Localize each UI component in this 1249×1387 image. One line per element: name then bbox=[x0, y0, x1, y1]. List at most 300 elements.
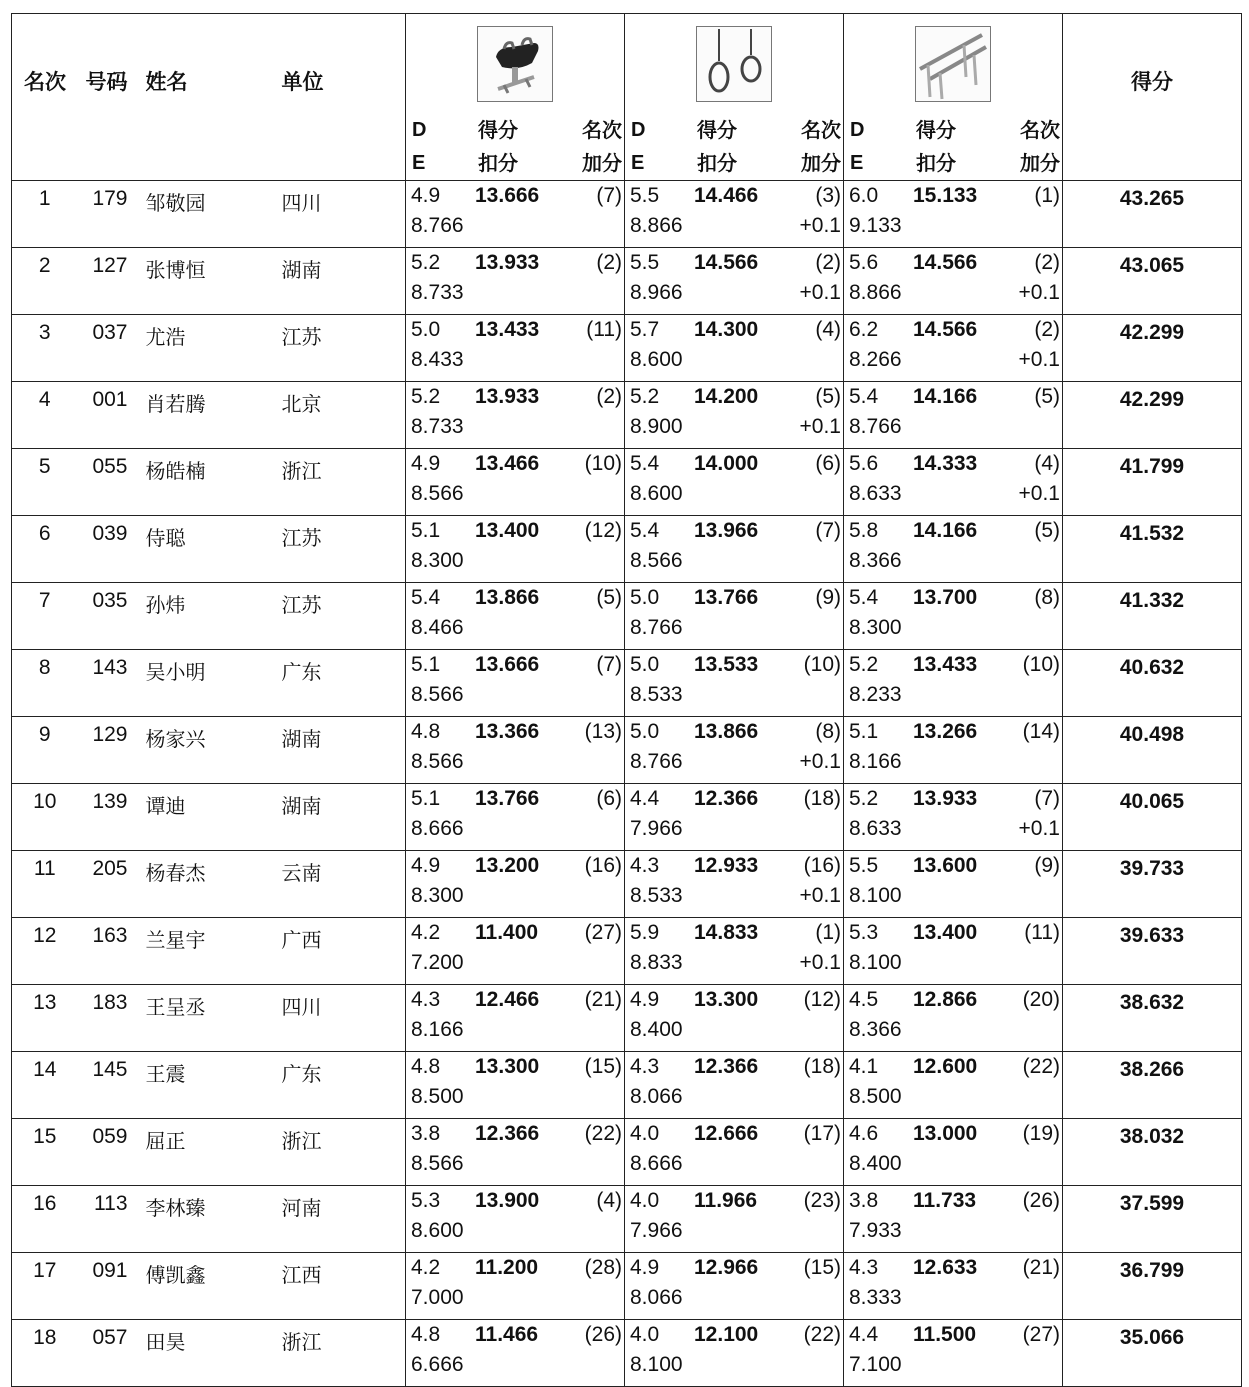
apparatus-3-score-cell bbox=[844, 315, 1063, 382]
e-score: 8.600 bbox=[630, 348, 683, 371]
apparatus-rank: (16) bbox=[584, 854, 622, 877]
d-score: 4.8 bbox=[411, 1055, 441, 1078]
apparatus-3-score-cell bbox=[844, 1186, 1063, 1253]
e-score: 8.766 bbox=[630, 750, 683, 773]
final-score: 13.866 bbox=[475, 586, 540, 609]
apparatus-3-subheader bbox=[844, 114, 1063, 181]
unit-cell: 四川 bbox=[274, 181, 406, 248]
d-score: 5.0 bbox=[630, 586, 660, 609]
apparatus-rank: (6) bbox=[596, 787, 622, 810]
bonus: +0.1 bbox=[799, 951, 841, 974]
rank-cell: 12 bbox=[12, 918, 78, 985]
final-score: 14.300 bbox=[694, 318, 759, 341]
apparatus-rank: (1) bbox=[815, 921, 841, 944]
sub-e-label: E bbox=[850, 152, 864, 174]
e-score: 8.500 bbox=[849, 1085, 902, 1108]
apparatus-2-score-cell bbox=[625, 918, 844, 985]
sub-deduct-label: 扣分 bbox=[916, 151, 956, 175]
final-score: 15.133 bbox=[913, 184, 978, 207]
d-score: 5.3 bbox=[849, 921, 879, 944]
d-score: 5.0 bbox=[411, 318, 441, 341]
bib-cell: 055 bbox=[78, 449, 140, 516]
d-score: 4.9 bbox=[411, 184, 441, 207]
rank-cell: 11 bbox=[12, 851, 78, 918]
final-score: 14.833 bbox=[694, 921, 759, 944]
e-score: 7.000 bbox=[411, 1286, 464, 1309]
apparatus-2-header bbox=[625, 14, 844, 115]
bonus: +0.1 bbox=[799, 281, 841, 304]
apparatus-2-score-cell bbox=[625, 784, 844, 851]
d-score: 5.2 bbox=[849, 653, 879, 676]
final-score: 13.366 bbox=[475, 720, 540, 743]
table-row bbox=[12, 248, 1242, 315]
bonus: +0.1 bbox=[1018, 348, 1060, 371]
apparatus-rank: (6) bbox=[815, 452, 841, 475]
apparatus-2-score-cell bbox=[625, 1253, 844, 1320]
final-score: 13.000 bbox=[913, 1122, 978, 1145]
bonus: +0.1 bbox=[799, 884, 841, 907]
rank-cell: 18 bbox=[12, 1320, 78, 1387]
unit-cell: 湖南 bbox=[274, 784, 406, 851]
e-score: 8.566 bbox=[630, 549, 683, 572]
final-score: 12.366 bbox=[475, 1122, 540, 1145]
e-score: 8.466 bbox=[411, 616, 464, 639]
e-score: 8.066 bbox=[630, 1085, 683, 1108]
total-score-cell: 40.498 bbox=[1063, 717, 1242, 784]
apparatus-rank: (22) bbox=[1022, 1055, 1060, 1078]
e-score: 8.366 bbox=[849, 1018, 902, 1041]
apparatus-3-score-cell bbox=[844, 583, 1063, 650]
rank-cell: 9 bbox=[12, 717, 78, 784]
d-score: 5.1 bbox=[411, 653, 441, 676]
apparatus-rank: (2) bbox=[596, 385, 622, 408]
table-row bbox=[12, 918, 1242, 985]
apparatus-3-score-cell bbox=[844, 181, 1063, 248]
header-rank: 名次 bbox=[24, 69, 66, 94]
d-score: 5.6 bbox=[849, 251, 879, 274]
final-score: 14.166 bbox=[913, 519, 978, 542]
table-row bbox=[12, 1253, 1242, 1320]
final-score: 13.666 bbox=[475, 184, 540, 207]
final-score: 13.600 bbox=[913, 854, 978, 877]
d-score: 4.0 bbox=[630, 1122, 660, 1145]
rank-cell: 6 bbox=[12, 516, 78, 583]
final-score: 13.866 bbox=[694, 720, 759, 743]
final-score: 13.933 bbox=[475, 385, 540, 408]
sub-rank-label: 名次 bbox=[582, 118, 622, 142]
parallel-bars-icon bbox=[915, 26, 991, 102]
total-score-cell: 43.265 bbox=[1063, 181, 1242, 248]
total-score-cell: 37.599 bbox=[1063, 1186, 1242, 1253]
apparatus-rank: (2) bbox=[815, 251, 841, 274]
d-score: 5.1 bbox=[849, 720, 879, 743]
sub-score-label: 得分 bbox=[916, 118, 956, 142]
apparatus-2-score-cell bbox=[625, 248, 844, 315]
athlete-name-cell: 尤浩 bbox=[140, 315, 274, 382]
apparatus-rank: (9) bbox=[1034, 854, 1060, 877]
apparatus-3-score-cell bbox=[844, 717, 1063, 784]
header-total: 得分 bbox=[1063, 14, 1242, 181]
bib-cell: 127 bbox=[78, 248, 140, 315]
d-score: 5.8 bbox=[849, 519, 879, 542]
athlete-name-cell: 傅凯鑫 bbox=[140, 1253, 274, 1320]
d-score: 4.1 bbox=[849, 1055, 879, 1078]
apparatus-rank: (7) bbox=[815, 519, 841, 542]
apparatus-3-score-cell bbox=[844, 382, 1063, 449]
e-score: 8.533 bbox=[630, 683, 683, 706]
rank-cell: 4 bbox=[12, 382, 78, 449]
total-score-cell: 41.332 bbox=[1063, 583, 1242, 650]
d-score: 5.5 bbox=[849, 854, 879, 877]
sub-deduct-label: 扣分 bbox=[478, 151, 518, 175]
sub-d-label: D bbox=[850, 119, 865, 141]
sub-deduct-label: 扣分 bbox=[697, 151, 737, 175]
e-score: 8.733 bbox=[411, 415, 464, 438]
d-score: 4.3 bbox=[411, 988, 441, 1011]
d-score: 3.8 bbox=[411, 1122, 441, 1145]
d-score: 4.0 bbox=[630, 1189, 660, 1212]
apparatus-1-score-cell bbox=[406, 918, 625, 985]
e-score: 8.733 bbox=[411, 281, 464, 304]
bib-cell: 163 bbox=[78, 918, 140, 985]
rank-cell: 15 bbox=[12, 1119, 78, 1186]
apparatus-rank: (22) bbox=[584, 1122, 622, 1145]
athlete-name-cell: 侍聪 bbox=[140, 516, 274, 583]
table-row bbox=[12, 650, 1242, 717]
athlete-name-cell: 李林臻 bbox=[140, 1186, 274, 1253]
table-row bbox=[12, 1186, 1242, 1253]
e-score: 9.133 bbox=[849, 214, 902, 237]
e-score: 7.966 bbox=[630, 817, 683, 840]
apparatus-rank: (26) bbox=[1022, 1189, 1060, 1212]
final-score: 13.933 bbox=[475, 251, 540, 274]
rank-cell: 14 bbox=[12, 1052, 78, 1119]
apparatus-3-score-cell bbox=[844, 784, 1063, 851]
d-score: 5.4 bbox=[849, 586, 879, 609]
d-score: 5.4 bbox=[849, 385, 879, 408]
apparatus-rank: (19) bbox=[1022, 1122, 1060, 1145]
athlete-name-cell: 肖若腾 bbox=[140, 382, 274, 449]
apparatus-rank: (28) bbox=[584, 1256, 622, 1279]
unit-cell: 浙江 bbox=[274, 1119, 406, 1186]
final-score: 11.966 bbox=[694, 1189, 758, 1212]
e-score: 8.400 bbox=[849, 1152, 902, 1175]
total-score-cell: 35.066 bbox=[1063, 1320, 1242, 1387]
apparatus-2-score-cell bbox=[625, 449, 844, 516]
total-score-cell: 40.065 bbox=[1063, 784, 1242, 851]
final-score: 11.466 bbox=[475, 1323, 539, 1346]
e-score: 8.333 bbox=[849, 1286, 902, 1309]
apparatus-rank: (3) bbox=[815, 184, 841, 207]
bib-cell: 091 bbox=[78, 1253, 140, 1320]
sub-e-label: E bbox=[412, 152, 426, 174]
d-score: 5.6 bbox=[849, 452, 879, 475]
apparatus-rank: (5) bbox=[815, 385, 841, 408]
apparatus-rank: (15) bbox=[584, 1055, 622, 1078]
total-score-cell: 39.733 bbox=[1063, 851, 1242, 918]
bib-cell: 059 bbox=[78, 1119, 140, 1186]
final-score: 12.100 bbox=[694, 1323, 759, 1346]
final-score: 13.533 bbox=[694, 653, 759, 676]
apparatus-2-score-cell bbox=[625, 1119, 844, 1186]
apparatus-1-score-cell bbox=[406, 181, 625, 248]
e-score: 8.866 bbox=[630, 214, 683, 237]
apparatus-2-score-cell bbox=[625, 315, 844, 382]
apparatus-3-score-cell bbox=[844, 449, 1063, 516]
total-score-cell: 42.299 bbox=[1063, 382, 1242, 449]
e-score: 8.766 bbox=[849, 415, 902, 438]
sub-score-label: 得分 bbox=[478, 118, 518, 142]
bonus: +0.1 bbox=[799, 750, 841, 773]
e-score: 8.600 bbox=[630, 482, 683, 505]
e-score: 8.366 bbox=[849, 549, 902, 572]
final-score: 12.366 bbox=[694, 787, 759, 810]
d-score: 4.9 bbox=[630, 988, 660, 1011]
e-score: 8.566 bbox=[411, 482, 464, 505]
sub-bonus-label: 加分 bbox=[582, 151, 622, 175]
rank-cell: 5 bbox=[12, 449, 78, 516]
apparatus-1-score-cell bbox=[406, 1186, 625, 1253]
bib-cell: 113 bbox=[78, 1186, 140, 1253]
apparatus-1-score-cell bbox=[406, 784, 625, 851]
rank-cell: 13 bbox=[12, 985, 78, 1052]
apparatus-rank: (18) bbox=[803, 787, 841, 810]
final-score: 11.200 bbox=[475, 1256, 539, 1279]
d-score: 5.1 bbox=[411, 787, 441, 810]
d-score: 4.9 bbox=[630, 1256, 660, 1279]
apparatus-rank: (18) bbox=[803, 1055, 841, 1078]
bib-cell: 183 bbox=[78, 985, 140, 1052]
e-score: 8.500 bbox=[411, 1085, 464, 1108]
e-score: 8.600 bbox=[411, 1219, 464, 1242]
apparatus-rank: (23) bbox=[803, 1189, 841, 1212]
apparatus-2-score-cell bbox=[625, 1052, 844, 1119]
final-score: 14.566 bbox=[913, 251, 978, 274]
apparatus-rank: (2) bbox=[596, 251, 622, 274]
d-score: 6.0 bbox=[849, 184, 879, 207]
apparatus-rank: (21) bbox=[584, 988, 622, 1011]
final-score: 13.933 bbox=[913, 787, 978, 810]
final-score: 13.266 bbox=[913, 720, 978, 743]
unit-cell: 江西 bbox=[274, 1253, 406, 1320]
apparatus-3-score-cell bbox=[844, 918, 1063, 985]
bonus: +0.1 bbox=[1018, 482, 1060, 505]
d-score: 5.2 bbox=[849, 787, 879, 810]
header-unit: 单位 bbox=[281, 69, 324, 94]
e-score: 8.166 bbox=[411, 1018, 464, 1041]
final-score: 14.200 bbox=[694, 385, 759, 408]
athlete-name-cell: 田昊 bbox=[140, 1320, 274, 1387]
athlete-name-cell: 兰星宇 bbox=[140, 918, 274, 985]
apparatus-rank: (10) bbox=[1022, 653, 1060, 676]
bib-cell: 037 bbox=[78, 315, 140, 382]
e-score: 8.666 bbox=[411, 817, 464, 840]
e-score: 8.566 bbox=[411, 683, 464, 706]
apparatus-rank: (22) bbox=[803, 1323, 841, 1346]
final-score: 13.433 bbox=[913, 653, 978, 676]
total-score-cell: 38.266 bbox=[1063, 1052, 1242, 1119]
apparatus-3-score-cell bbox=[844, 1253, 1063, 1320]
e-score: 8.766 bbox=[411, 214, 464, 237]
athlete-name-cell: 张博恒 bbox=[140, 248, 274, 315]
final-score: 13.466 bbox=[475, 452, 540, 475]
apparatus-rank: (7) bbox=[596, 184, 622, 207]
d-score: 3.8 bbox=[849, 1189, 879, 1212]
final-score: 13.900 bbox=[475, 1189, 540, 1212]
apparatus-rank: (2) bbox=[1034, 318, 1060, 341]
e-score: 8.566 bbox=[411, 1152, 464, 1175]
rank-cell: 17 bbox=[12, 1253, 78, 1320]
bib-cell: 129 bbox=[78, 717, 140, 784]
final-score: 12.600 bbox=[913, 1055, 978, 1078]
final-score: 12.933 bbox=[694, 854, 759, 877]
apparatus-rank: (5) bbox=[1034, 385, 1060, 408]
apparatus-rank: (20) bbox=[1022, 988, 1060, 1011]
apparatus-3-score-cell bbox=[844, 650, 1063, 717]
apparatus-2-score-cell bbox=[625, 181, 844, 248]
apparatus-rank: (10) bbox=[584, 452, 622, 475]
apparatus-rank: (10) bbox=[803, 653, 841, 676]
e-score: 8.166 bbox=[849, 750, 902, 773]
header-row-top bbox=[12, 14, 1242, 115]
unit-cell: 湖南 bbox=[274, 717, 406, 784]
e-score: 8.666 bbox=[630, 1152, 683, 1175]
apparatus-2-score-cell bbox=[625, 851, 844, 918]
apparatus-3-score-cell bbox=[844, 851, 1063, 918]
e-score: 8.766 bbox=[630, 616, 683, 639]
apparatus-rank: (27) bbox=[1022, 1323, 1060, 1346]
e-score: 6.666 bbox=[411, 1353, 464, 1376]
table-row bbox=[12, 449, 1242, 516]
e-score: 8.100 bbox=[630, 1353, 683, 1376]
apparatus-2-score-cell bbox=[625, 583, 844, 650]
d-score: 4.3 bbox=[630, 854, 660, 877]
apparatus-2-score-cell bbox=[625, 985, 844, 1052]
apparatus-1-score-cell bbox=[406, 717, 625, 784]
table-row bbox=[12, 382, 1242, 449]
apparatus-rank: (1) bbox=[1034, 184, 1060, 207]
unit-cell: 浙江 bbox=[274, 449, 406, 516]
apparatus-3-header bbox=[844, 14, 1063, 115]
sub-e-label: E bbox=[631, 152, 645, 174]
apparatus-rank: (11) bbox=[586, 318, 622, 341]
athlete-name-cell: 邹敬园 bbox=[140, 181, 274, 248]
final-score: 14.466 bbox=[694, 184, 759, 207]
rank-cell: 16 bbox=[12, 1186, 78, 1253]
apparatus-rank: (17) bbox=[803, 1122, 841, 1145]
apparatus-1-score-cell bbox=[406, 516, 625, 583]
total-score-cell: 41.532 bbox=[1063, 516, 1242, 583]
apparatus-1-score-cell bbox=[406, 315, 625, 382]
apparatus-rank: (5) bbox=[1034, 519, 1060, 542]
apparatus-rank: (12) bbox=[803, 988, 841, 1011]
final-score: 13.966 bbox=[694, 519, 759, 542]
table-row bbox=[12, 717, 1242, 784]
apparatus-rank: (4) bbox=[596, 1189, 622, 1212]
unit-cell: 江苏 bbox=[274, 583, 406, 650]
sub-bonus-label: 加分 bbox=[801, 151, 841, 175]
apparatus-2-score-cell bbox=[625, 650, 844, 717]
apparatus-rank: (21) bbox=[1022, 1256, 1060, 1279]
apparatus-1-score-cell bbox=[406, 1052, 625, 1119]
unit-cell: 广东 bbox=[274, 650, 406, 717]
unit-cell: 河南 bbox=[274, 1186, 406, 1253]
apparatus-1-score-cell bbox=[406, 1253, 625, 1320]
final-score: 14.000 bbox=[694, 452, 759, 475]
final-score: 14.166 bbox=[913, 385, 978, 408]
final-score: 13.766 bbox=[694, 586, 759, 609]
d-score: 4.9 bbox=[411, 452, 441, 475]
final-score: 13.300 bbox=[475, 1055, 540, 1078]
e-score: 8.566 bbox=[411, 750, 464, 773]
total-score-cell: 39.633 bbox=[1063, 918, 1242, 985]
e-score: 8.100 bbox=[849, 951, 902, 974]
final-score: 14.333 bbox=[913, 452, 978, 475]
e-score: 8.100 bbox=[849, 884, 902, 907]
e-score: 8.300 bbox=[411, 884, 464, 907]
final-score: 11.733 bbox=[913, 1189, 977, 1212]
apparatus-rank: (2) bbox=[1034, 251, 1060, 274]
apparatus-3-score-cell bbox=[844, 1119, 1063, 1186]
final-score: 11.400 bbox=[475, 921, 539, 944]
unit-cell: 广东 bbox=[274, 1052, 406, 1119]
bib-cell: 057 bbox=[78, 1320, 140, 1387]
bonus: +0.1 bbox=[1018, 281, 1060, 304]
d-score: 5.3 bbox=[411, 1189, 441, 1212]
rank-cell: 2 bbox=[12, 248, 78, 315]
sub-rank-label: 名次 bbox=[1020, 118, 1060, 142]
d-score: 4.0 bbox=[630, 1323, 660, 1346]
bonus: +0.1 bbox=[799, 415, 841, 438]
bonus: +0.1 bbox=[1018, 817, 1060, 840]
athlete-name-cell: 谭迪 bbox=[140, 784, 274, 851]
d-score: 4.2 bbox=[411, 921, 441, 944]
apparatus-2-score-cell bbox=[625, 1186, 844, 1253]
d-score: 4.3 bbox=[630, 1055, 660, 1078]
bib-cell: 205 bbox=[78, 851, 140, 918]
e-score: 7.933 bbox=[849, 1219, 902, 1242]
d-score: 5.0 bbox=[630, 720, 660, 743]
e-score: 8.833 bbox=[630, 951, 683, 974]
apparatus-2-score-cell bbox=[625, 382, 844, 449]
apparatus-rank: (7) bbox=[1034, 787, 1060, 810]
athlete-name-cell: 杨春杰 bbox=[140, 851, 274, 918]
d-score: 5.5 bbox=[630, 251, 660, 274]
d-score: 4.3 bbox=[849, 1256, 879, 1279]
apparatus-rank: (16) bbox=[803, 854, 841, 877]
sub-bonus-label: 加分 bbox=[1020, 151, 1060, 175]
d-score: 5.2 bbox=[411, 251, 441, 274]
athlete-name-cell: 杨家兴 bbox=[140, 717, 274, 784]
sub-d-label: D bbox=[631, 119, 646, 141]
unit-cell: 江苏 bbox=[274, 516, 406, 583]
apparatus-2-score-cell bbox=[625, 717, 844, 784]
e-score: 8.300 bbox=[849, 616, 902, 639]
e-score: 8.966 bbox=[630, 281, 683, 304]
table-row bbox=[12, 516, 1242, 583]
apparatus-2-score-cell bbox=[625, 516, 844, 583]
apparatus-1-subheader bbox=[406, 114, 625, 181]
apparatus-rank: (12) bbox=[584, 519, 622, 542]
apparatus-2-subheader bbox=[625, 114, 844, 181]
header-bib: 号码 bbox=[85, 69, 128, 94]
apparatus-rank: (15) bbox=[803, 1256, 841, 1279]
apparatus-1-score-cell bbox=[406, 1320, 625, 1387]
apparatus-rank: (8) bbox=[815, 720, 841, 743]
e-score: 8.300 bbox=[411, 549, 464, 572]
apparatus-rank: (11) bbox=[1024, 921, 1060, 944]
e-score: 8.066 bbox=[630, 1286, 683, 1309]
